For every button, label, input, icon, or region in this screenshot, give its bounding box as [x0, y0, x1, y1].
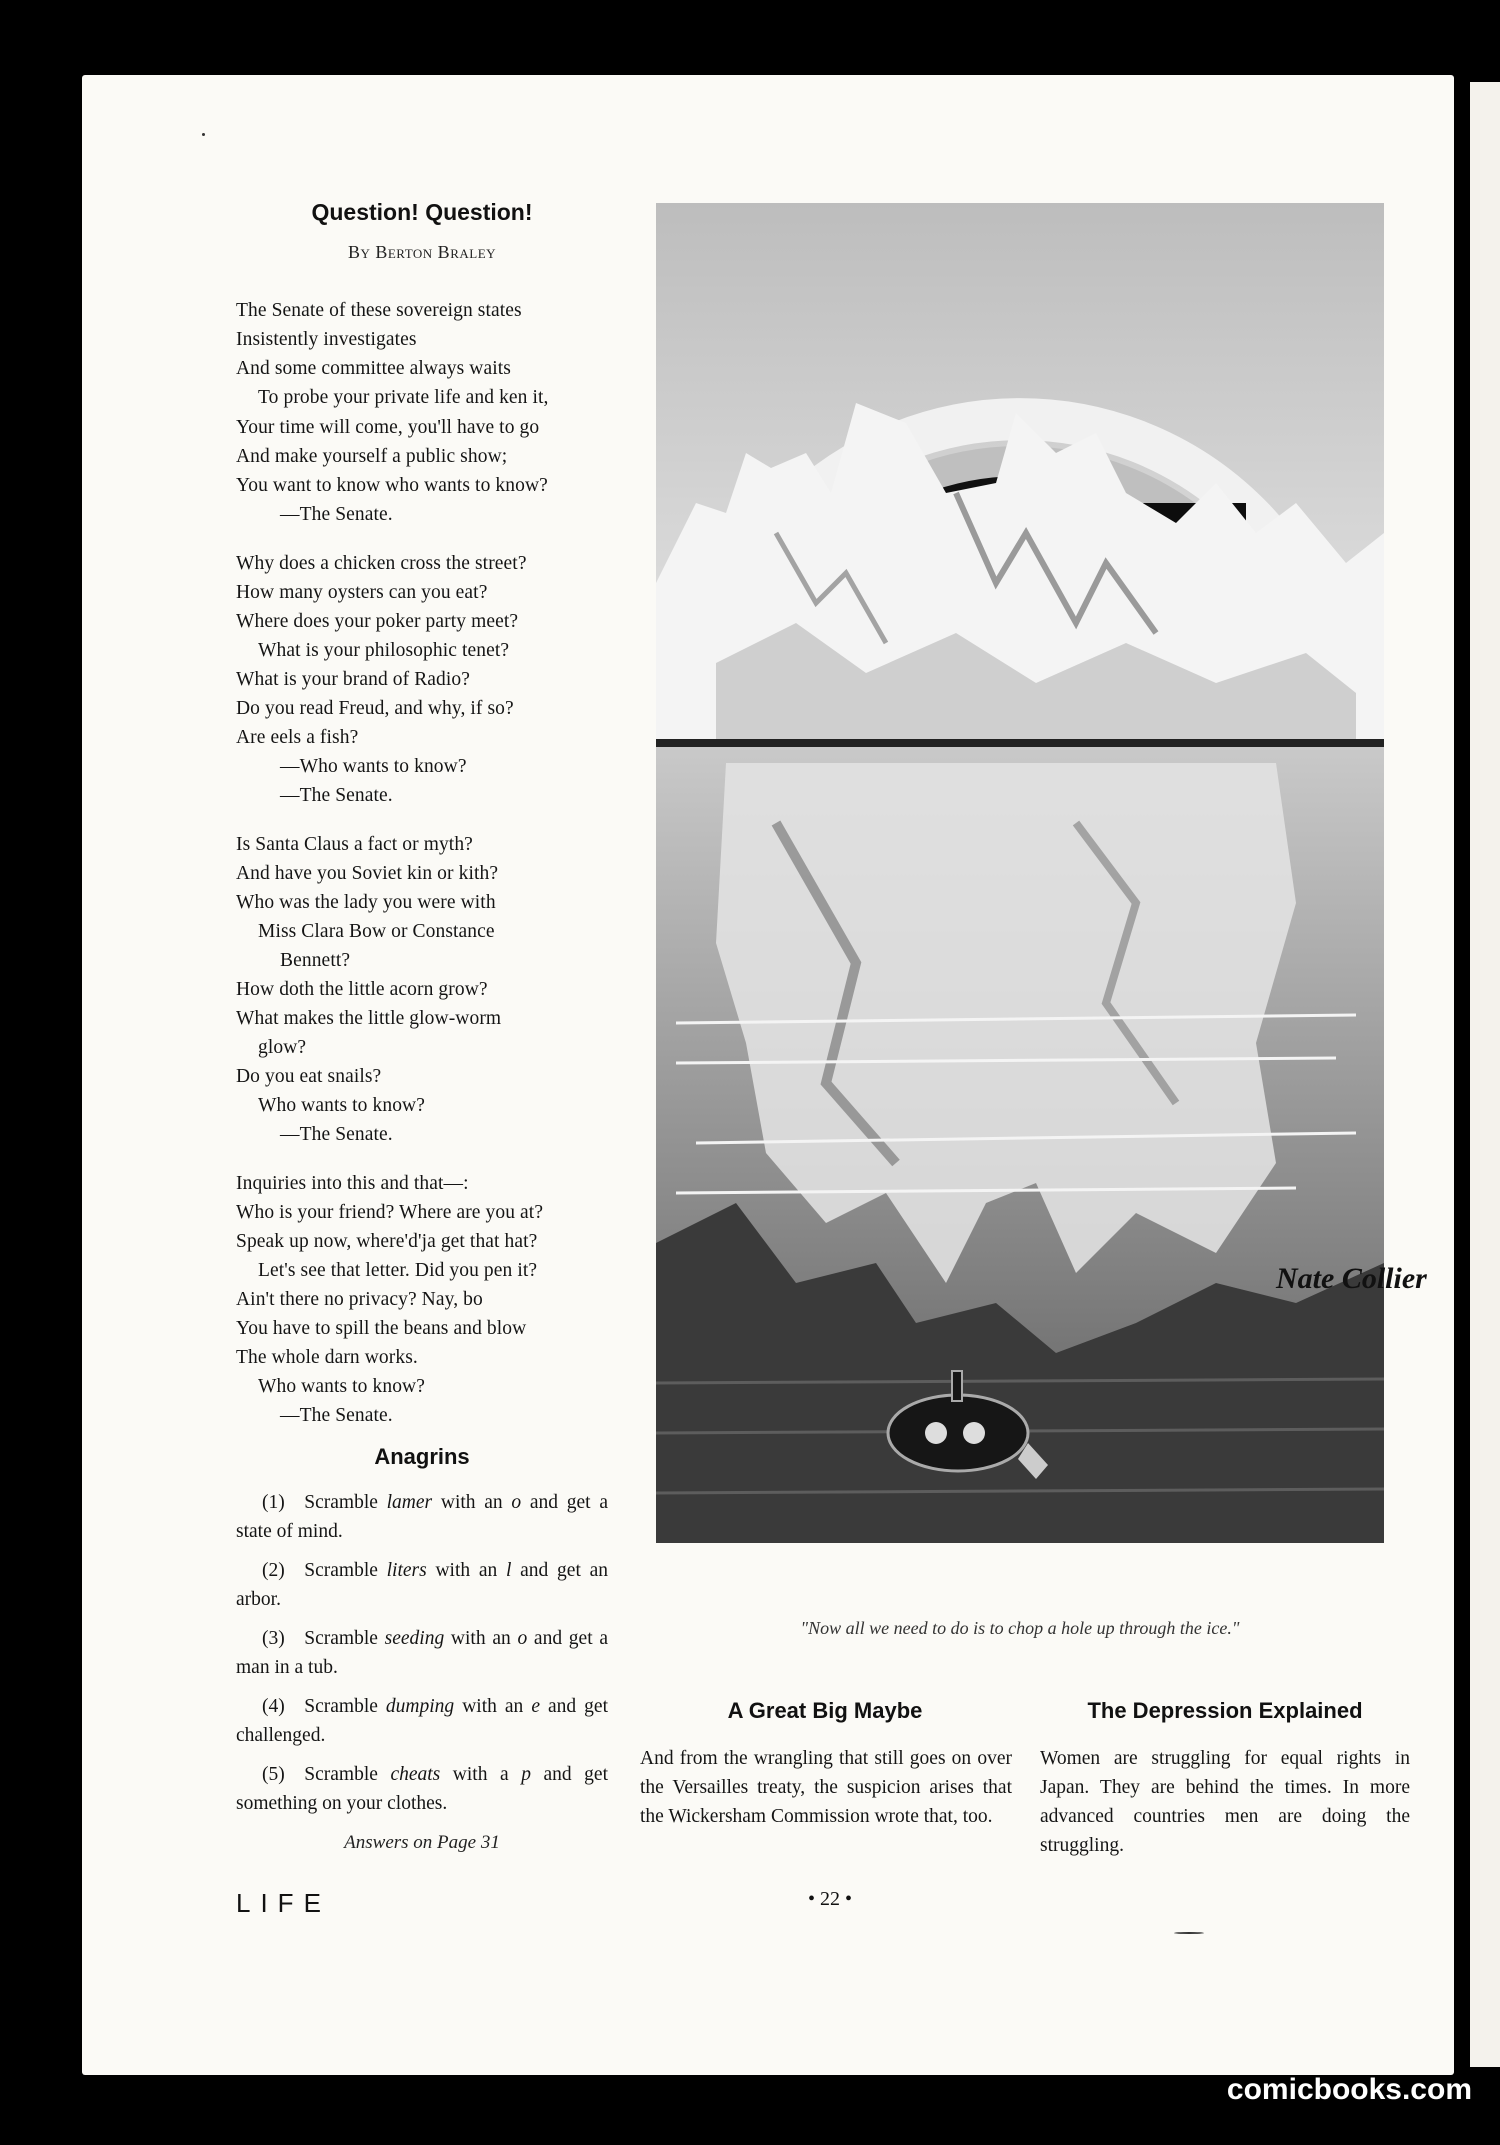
poem-line: Is Santa Claus a fact or myth?	[236, 834, 473, 855]
anagrin-word: dumping	[385, 1696, 455, 1717]
poem-title: Question! Question!	[311, 199, 533, 225]
anagrin-number: (1)	[262, 1492, 285, 1513]
article-right-title: The Depression Explained	[1087, 1698, 1363, 1723]
scan-speck	[1174, 1932, 1204, 1934]
anagrin-number: (2)	[262, 1560, 285, 1581]
poem-line: —The Senate.	[280, 785, 393, 806]
poem-line: Who is your friend? Where are you at?	[236, 1202, 544, 1223]
magazine-name: LIFE	[236, 1888, 331, 1918]
anagrin-item	[236, 1692, 608, 1750]
article-right-body: Women are struggling for equal rights in Japan. They are behind the times. In more advanced countries men are doing the struggling.	[1040, 1748, 1410, 1856]
anagrin-text: and get a man in a tub.	[236, 1628, 609, 1678]
poem-line: And make yourself a public show;	[236, 446, 508, 467]
anagrins-answers-note: Answers on Page 31	[344, 1832, 500, 1853]
anagrin-number: (5)	[262, 1764, 285, 1785]
anagrin-text: with an	[426, 1560, 506, 1581]
cartoon-illustration	[656, 203, 1427, 1543]
poem-line: Why does a chicken cross the street?	[236, 553, 527, 574]
anagrin-number: (3)	[262, 1628, 285, 1649]
anagrin-text: with an	[444, 1628, 518, 1649]
anagrin-word: cheats	[390, 1764, 441, 1785]
cartoon-caption: "Now all we need to do is to chop a hole up through the ice."	[800, 1618, 1240, 1638]
anagrin-text: and get an arbor.	[236, 1560, 609, 1610]
poem-line: —The Senate.	[280, 1124, 393, 1145]
poem-line: Speak up now, where'd'ja get that hat?	[236, 1231, 538, 1252]
poem-line: Insistently investigates	[236, 329, 417, 350]
anagrin-text: with an	[432, 1492, 512, 1513]
anagrin-text: Scramble	[304, 1696, 386, 1717]
article-left-title: A Great Big Maybe	[727, 1698, 923, 1723]
poem-line: —The Senate.	[280, 1405, 393, 1426]
anagrin-letter: l	[506, 1560, 512, 1581]
poem-line: To probe your private life and ken it,	[258, 387, 549, 408]
next-page-edge	[1470, 82, 1500, 2067]
artist-signature: Nate Collier	[1276, 1262, 1427, 1295]
anagrin-word: lamer	[386, 1492, 433, 1513]
anagrin-text: with an	[454, 1696, 532, 1717]
anagrin-text: Scramble	[304, 1628, 385, 1649]
poem-line: Ain't there no privacy? Nay, bo	[236, 1289, 483, 1310]
poem-line: What makes the little glow-worm	[236, 1008, 502, 1029]
poem-line: glow?	[258, 1037, 307, 1058]
poem-byline: By Berton Braley	[347, 242, 497, 262]
poem-line: What is your philosophic tenet?	[258, 640, 510, 661]
anagrin-text: and get a state of mind.	[236, 1492, 608, 1542]
poem-line: —Who wants to know?	[280, 756, 467, 777]
anagrin-word: liters	[386, 1560, 427, 1581]
anagrin-letter: o	[511, 1492, 522, 1513]
poem-line: Do you eat snails?	[236, 1066, 382, 1087]
anagrin-text: with a	[440, 1764, 522, 1785]
poem-line: The whole darn works.	[236, 1347, 418, 1368]
anagrin-text: Scramble	[304, 1560, 387, 1581]
anagrin-text: Scramble	[304, 1764, 391, 1785]
poem-line: You have to spill the beans and blow	[236, 1318, 527, 1339]
anagrin-item	[236, 1556, 608, 1614]
poem-line: You want to know who wants to know?	[236, 475, 548, 496]
anagrin-item	[236, 1624, 608, 1682]
scan-speck	[202, 133, 205, 136]
poem-line: Where does your poker party meet?	[236, 611, 519, 632]
poem-line: Miss Clara Bow or Constance	[258, 921, 495, 942]
poem-line: Your time will come, you'll have to go	[236, 417, 540, 438]
poem-line: Do you read Freud, and why, if so?	[236, 698, 514, 719]
poem-line: How doth the little acorn grow?	[236, 979, 488, 1000]
poem-line: Inquiries into this and that—:	[236, 1173, 469, 1194]
poem-line: And have you Soviet kin or kith?	[236, 863, 499, 884]
poem-line: Let's see that letter. Did you pen it?	[258, 1260, 538, 1281]
poem-line: Who wants to know?	[258, 1376, 425, 1397]
anagrin-text: and get something on your clothes.	[236, 1764, 609, 1814]
poem-line: What is your brand of Radio?	[236, 669, 471, 690]
poem-line: The Senate of these sovereign states	[236, 300, 522, 321]
watermark: comicbooks.com	[1226, 2073, 1472, 2106]
poem-line: How many oysters can you eat?	[236, 582, 488, 603]
waterline	[656, 739, 1384, 747]
poem-line: Bennett?	[280, 950, 351, 971]
anagrin-letter: o	[517, 1628, 528, 1649]
article-left-body: And from the wrangling that still goes on over the Versailles treaty, the suspicion arises that the Wickersham Commission wrote that, too.	[640, 1748, 1012, 1827]
poem-line: Who was the lady you were with	[236, 892, 496, 913]
poem-line: Who wants to know?	[258, 1095, 425, 1116]
page-number: • 22 •	[807, 1888, 852, 1910]
anagrin-number: (4)	[262, 1696, 285, 1717]
anagrin-text: and get challenged.	[236, 1696, 609, 1746]
anagrins-title: Anagrins	[374, 1444, 470, 1469]
anagrin-item	[236, 1488, 608, 1546]
anagrin-letter: p	[521, 1764, 531, 1785]
poem-line: Are eels a fish?	[236, 727, 359, 748]
anagrin-word: seeding	[384, 1628, 445, 1649]
anagrin-letter: e	[531, 1696, 540, 1717]
anagrin-item	[236, 1760, 608, 1818]
poem-line: And some committee always waits	[236, 358, 511, 379]
anagrin-text: Scramble	[304, 1492, 387, 1513]
poem-line: —The Senate.	[280, 504, 393, 525]
